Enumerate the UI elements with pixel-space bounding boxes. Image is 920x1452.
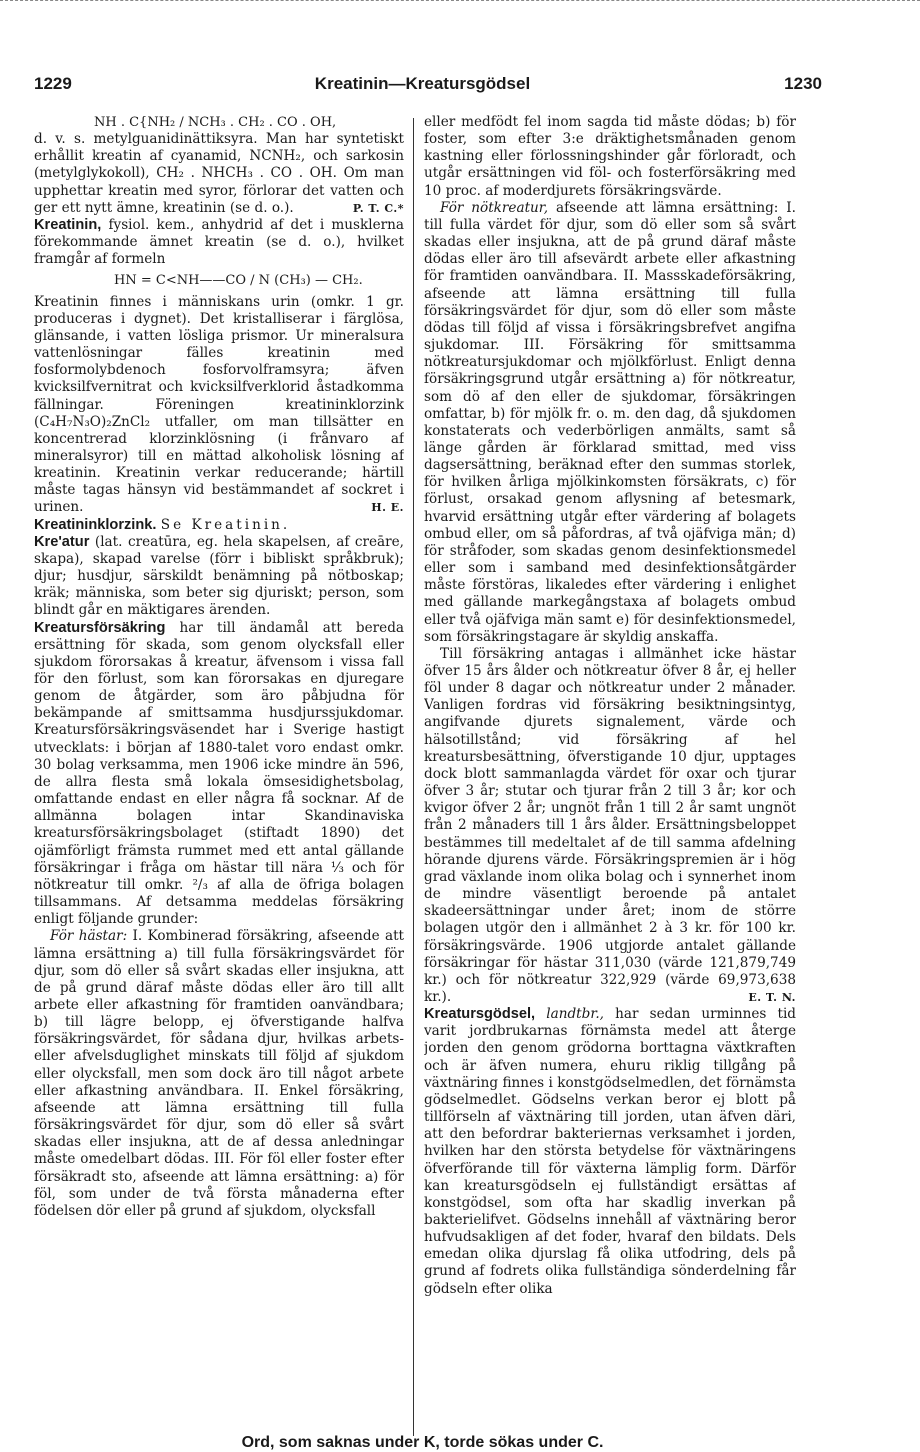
cross-reference: Se Kreatinin.	[160, 516, 291, 533]
headword-kreatinin: Kreatinin,	[34, 216, 102, 233]
formula-kreatinin: HN = C<NH——CO / N (CH₃) — CH₂.	[114, 273, 363, 289]
antagning-text: Till försäkring antagas i allmänhet icke hästar öfver 15 års ålder och nötkreatur öfver 8 år, ej heller föl under 8 dagar och nötkreatur under 2 månader. Vanligen fordras vid försäkring besiktningsintyg, angifvande djurets signalement, värde och hälsotillstånd; vid försäkring af hel kreatursbesättning, öfverstigande 10 djur, upptages dock blott sammanlagda värdet för oxar och tjurar öfver 3 år; stutar och tjurar från 2 till 3 år; kor och kvigor öfver 2 år; ungnöt från 1 till 2 år samt ungnöt från 2 månaders till 1 års ålder. Ersättningsbeloppet bestämmes till medeltalet af de till samma afdelning hörande djurens värde. Försäkringspremien är i hög grad växlande inom olika bolag och i synnerhet inom de mindre väsentligt beroende på antalet skadeersättningar under året; inom de större bolagen utgör den i allmänhet 2 à 3 kr. för 100 kr. försäkringsvärde. 1906 utgjorde antalet gällande försäkringar för hästar 311,030 (värde 121,879,749 kr.) och för nötkreatur 322,929 (värde 69,973,638 kr.).	[424, 645, 796, 1005]
headword-kreatursforsakring: Kreatursförsäkring	[34, 619, 166, 636]
entry-kreatininklorzink	[34, 517, 404, 534]
field-label: landtbr.,	[546, 1006, 604, 1023]
page-footer: Ord, som saknas under K, torde sökas under C.	[241, 1434, 604, 1451]
kreatursforsakring-text: har till ändamål att bereda ersättning för skada, som genom olycksfall eller sjukdom förorsakas å kreatur, äfvensom i vissa fall för den förlust, som kan förorsakas en djuregare genom de åtgärder, som äro påbjudna för bekämpande af smittsamma husdjurssjukdomar. Kreatursförsäkringsväsendet har i Sverige hastigt utvecklats: i början af 1880-talet voro endast omkr. 30 bolag verksamma, men 1906 icke mindre än 596, de allra flesta små lokala ömsesidighetsbolag, omfattande endast en eller några få socknar. Af de allmänna bolagen intar Skandinaviska kreatursförsäkringsbolaget (stiftadt 1890) det ojämförligt främsta rummet med ett antal gällande försäkringar i fråga om hästar till nära ⅟₃ och för nötkreatur till omkr. ²/₃ af alla de öfriga bolagen tillsammans. Af detsamma meddelas försäkring enligt följande grunder:	[34, 619, 404, 928]
hastar-text: I. Kombinerad försäkring, afseende att lämna ersättning a) till fulla försäkringsvärdet för djur, som dö eller så svårt skadas eller insjukna, att de på grund däraf måste dödas eller äro till allt arbete eller afkastning för framtiden oanvändbara; b) till lägre belopp, ej öfverstigande halfva försäkringsvärdet, för sådana djur, hvilkas arbets- eller afvelsduglighet minskats till följd af sjukdom eller olycksfall, men som dock äro till något arbete eller afkastning användbara. II. Enkel försäkring, afseende att lämna ersättning till fulla försäkringsvärdet för djur, som dö eller så svårt skadas eller insjukna, att de af dessa anledningar måste omedelbart dödas. III. För föl eller foster efter försäkradt sto, afseende att lämna ersättning: a) för föl, som under de två första månaderna efter födelsen dör eller på grund af sjukdom, olycksfall	[34, 928, 404, 1219]
signature: H. E.	[371, 501, 404, 515]
kreatin-text: d. v. s. metylguanidinättiksyra. Man har syntetiskt erhållit kreatin af cyanamid, NCNH₂, och sarkosin (metylglykokoll), CH₂ . NHCH₃ . CO . OH. Om man upphettar kreatin med syror, förlorar det vatten och ger ett nytt ämne, kreatinin (se d. o.).	[34, 131, 404, 216]
paragraph-kreatinin-body	[34, 294, 404, 517]
column-divider	[413, 118, 414, 1436]
page-number-right: 1230	[784, 74, 822, 93]
notkreatur-text: afseende att lämna ersättning: I. till fulla värdet för djur, som dö eller som så svårt skadas eller insjukna, att de på grund däraf måste dödas eller äro till afsevärdt arbete eller afkastning för framtiden oanvändbara. II. Massskadeförsäkring, afseende att lämna ersättning till fulla försäkringsvärdet för djur, som dö eller som måste dödas till följd af vissa i försäkringsbrefvet angifna sjukdomar. III. Försäkring för smittsamma nötkreatursjukdomar och mjölkförlust. Enligt denna försäkringsgrund utgår ersättning a) för nötkreatur, som dö af den eller de sjukdomar, försäkringen omfattar, b) för mjölk fr. o. m. den dag, då sjukdomen konstaterats och vederbörligen anmälts, samt så länge gården är förklarad smittad, med viss dagsersättning, beräknad efter den summas storlek, för hvilken årliga mjölkinkomsten försäkrats, c) för förlust, orsakad genom aflysning af betesmark, hvarvid ersättning utgår efter värdering af bolagets ombud eller, om så påfordras, af två ojäfviga män; d) för stråfoder, som skadas genom desinfektionsmedel eller som i samband med desinfektionsåtgärder måste förstöras, likaledes efter värdering i enlighet med gällande markegångstaxa af bolagets ombud eller två ojäfviga män samt e) för desinfektionsmedel, som försäkringstagare är skyldig anskaffa.	[424, 199, 796, 645]
page-header	[0, 74, 920, 98]
entry-kreatursforsakring	[34, 620, 404, 929]
left-column	[34, 114, 404, 1424]
running-title: Kreatinin—Kreatursgödsel	[314, 74, 531, 93]
lead-notkreatur: För nötkreatur,	[440, 199, 549, 216]
kreatur-definition: (lat. creatūra, eg. hela skapelsen, af creāre, skapa), skapad varelse (förr i bibliskt språkbruk); djur; husdjur, särskildt benämning på nötboskap; kräk; människa, som beter sig djuriskt; person, som blindt går en mäktigares ärenden.	[34, 533, 404, 619]
entry-kreatinin	[34, 217, 404, 268]
lead-hastar: För hästar:	[50, 928, 128, 945]
page-number-left: 1229	[34, 74, 72, 93]
headword-kreatursgodsel: Kreatursgödsel,	[424, 1006, 536, 1023]
paragraph-notkreatur	[424, 200, 796, 646]
paragraph-antagning	[424, 646, 796, 1006]
kreatursgodsel-text: har sedan urminnes tid varit jordbrukarnas förnämsta medel att återge jorden den genom grödorna borttagna växtkraften och är äfven numera, ehuru riklig tillgång på växtnäring finnes i konstgödselmedlen, det förnämsta gödselmedlet. Gödselns verkan beror ej blott på tillförseln af växtnäring till jorden, utan äfven däri, att den befordrar bakteriernas verksamhet i jorden, hvilken har den största betydelse för växtnäringens öfverförande till för växterna lämplig form. Därför kan kreatursgödseln ej fullständigt ersättas af konstgödsel, som ofta har skadlig inverkan på bakterielifvet. Gödselns innehåll af växtnäring beror hufvudsakligen af det foder, hvaraf den bildats. Dels emedan olika djurslag få olika utfodring, dels på grund af fodrets olika fullständiga sönderdelning får gödseln efter olika	[424, 1006, 796, 1297]
headword-kreatur: Kre'atur	[34, 533, 90, 550]
paragraph-hastar	[34, 928, 404, 1220]
top-edge-fragment	[0, 0, 920, 7]
signature: E. T. N.	[748, 990, 796, 1004]
right-column	[424, 114, 796, 1424]
entry-kreatursgodsel	[424, 1006, 796, 1298]
signature: P. T. C.*	[352, 201, 404, 215]
paragraph-kreatin-end	[34, 131, 404, 217]
paragraph-continuation: eller medfödt fel inom sagda tid måste dödas; b) för foster, som efter 3:e dräktighetsmånaden genom kastning eller förlossningshinder går förloradt, och utgår ersättningen vid föl- och fosterförsäkring med 10 proc. af moderdjurets försäkringsvärde.	[424, 114, 796, 199]
kreatinin-definition: fysiol. kem., anhydrid af det i musklerna förekommande ämnet kreatin (se d. o.), hvilket framgår af formeln	[34, 216, 404, 268]
formula-kreatin: NH . C{NH₂ / NCH₃ . CH₂ . CO . OH,	[94, 115, 337, 130]
kreatinin-body: Kreatinin finnes i människans urin (omkr. 1 gr. produceras i dygnet). Det kristalliserar i färglösa, glänsande, i vatten lösliga prismor. Ur mineralsura vattenlösningar fälles kreatinin med fosformolybdenoch fosforvolframsyra; äfven kvicksilfvernitrat och kvicksilfverklorid åstadkomma fällningar. Föreningen kreatininklorzink (C₄H₇N₃O)₂ZnCl₂ utfaller, om man tillsätter en koncentrerad klorzinklösning (i frånvaro af mineralsyror) till en mättad alkoholisk lösning af kreatinin. Kreatinin verkar reducerande; härtill måste tagas hänsyn vid bestämmandet af sockret i urinen.	[34, 293, 404, 516]
entry-kreatur	[34, 534, 404, 620]
headword-kreatininklorzink: Kreatininklorzink.	[34, 516, 157, 533]
